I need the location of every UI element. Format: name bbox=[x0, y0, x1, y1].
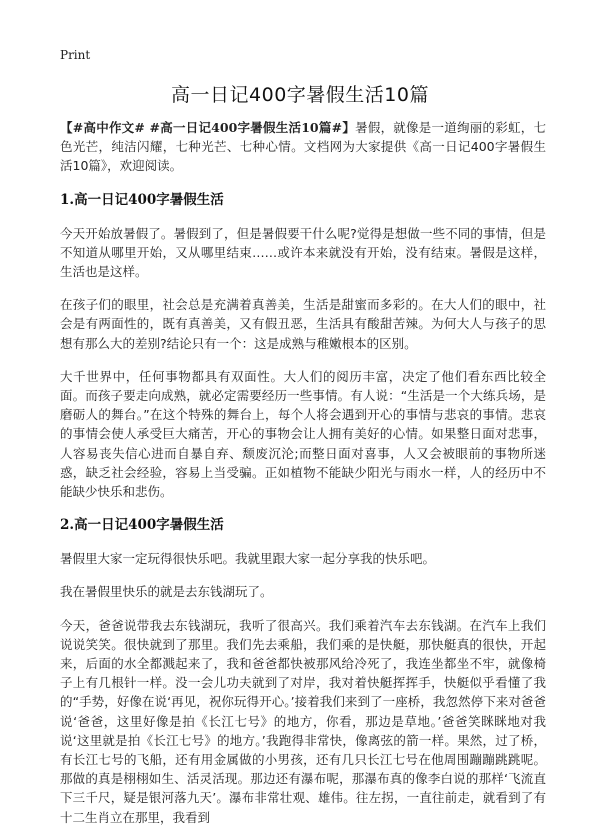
section-2-paragraph-3: 今天，爸爸说带我去东钱湖玩，我听了很高兴。我们乘着汽车去东钱湖。在汽车上我们说说笑笑。很快就到了那里。我们先去乘船，我们乘的是快艇，那快艇真的很快，开起来，后面的水全都溅起来了，我和爸爸都快被那风给冷死了，我连坐都坐不牢，就像椅子上有几根针一样。没一会儿功夫就到了对岸，我对着快艇挥挥手，快艇似乎看懂了我的“手势，好像在说‘再见，祝你玩得开心。’接着我们来到了一座桥，我忽然停下来对爸爸说‘爸爸，这里好像是拍《长江七号》的地方，你看，那边是草地。’爸爸笑眯眯地对我说‘这里就是拍《长江七号》的地方。’我跑得非常快，像离弦的箭一样。果然，过了桥，有长江七号的飞船，还有用金属做的小男孩，还有几只长江七号在他周围蹦蹦跳跳呢。那做的真是栩栩如生、活灵活现。那边还有瀑布呢，那瀑布真的像李白说的那样‘飞流直下三千尺，疑是银河落九天’。瀑布非常壮观、雄伟。往左拐，一直往前走，就看到了有十二生肖立在那里，我看到 bbox=[60, 617, 546, 825]
section-1-paragraph-3: 大千世界中，任何事物都具有双面性。大人们的阅历丰富，决定了他们看东西比较全面。而孩子要走向成熟，就必定需要经历一些事情。有人说：“生活是一个大练兵场，是磨砺人的舞台。”在这个特殊的舞台上，每个人将会遇到开心的事情与悲哀的事情。悲哀的事情会使人承受巨大痛苦，开心的事物会让人拥有美好的心情。如果整日面对悲事，人容易丧失信心进而自暴自弃、颓废沉沦;而整日面对喜事，人又会被眼前的事物所迷惑，缺乏社会经验，容易上当受骗。正如植物不能缺少阳光与雨水一样，人的经历中不能缺少快乐和悲伤。 bbox=[60, 368, 546, 500]
document-title: 高一日记400字暑假生活10篇 bbox=[171, 84, 429, 106]
intro-tag: 【#高中作文# #高一日记400字暑假生活10篇#】 bbox=[60, 120, 356, 135]
intro-text: 暑假，就像是一道绚丽的彩虹，七色光芒，纯洁闪耀，七种光芒、七种心情。文档网为大家提供《高一日记400字暑假生活10篇》，欢迎阅读。 bbox=[60, 120, 546, 174]
section-heading-2: 2.高一日记400字暑假生活 bbox=[60, 517, 224, 534]
section-2-paragraph-2: 我在暑假里快乐的就是去东钱湖玩了。 bbox=[60, 584, 273, 600]
document-body bbox=[60, 118, 546, 828]
section-1-paragraph-1: 今天开始放暑假了。暑假到了，但是暑假要干什么呢?觉得是想做一些不同的事情，但是不知道从哪里开始，又从哪里结束……或许本来就没有开始，没有结束。暑假是这样，生活也是这样。 bbox=[60, 225, 546, 280]
print-link[interactable]: Print bbox=[60, 48, 91, 62]
intro-paragraph bbox=[60, 118, 546, 176]
section-heading-1: 1.高一日记400字暑假生活 bbox=[60, 191, 224, 208]
section-2-paragraph-1: 暑假里大家一定玩得很快乐吧。我就里跟大家一起分享我的快乐吧。 bbox=[60, 551, 436, 567]
section-1-paragraph-2: 在孩子们的眼里，社会总是充满着真善美，生活是甜蜜而多彩的。在大人们的眼中，社会是有两面性的，既有真善美，又有假丑恶，生活具有酸甜苦辣。为何大人与孩子的思想有那么大的差别?结论只有一个：这是成熟与稚嫩根本的区别。 bbox=[60, 297, 546, 351]
